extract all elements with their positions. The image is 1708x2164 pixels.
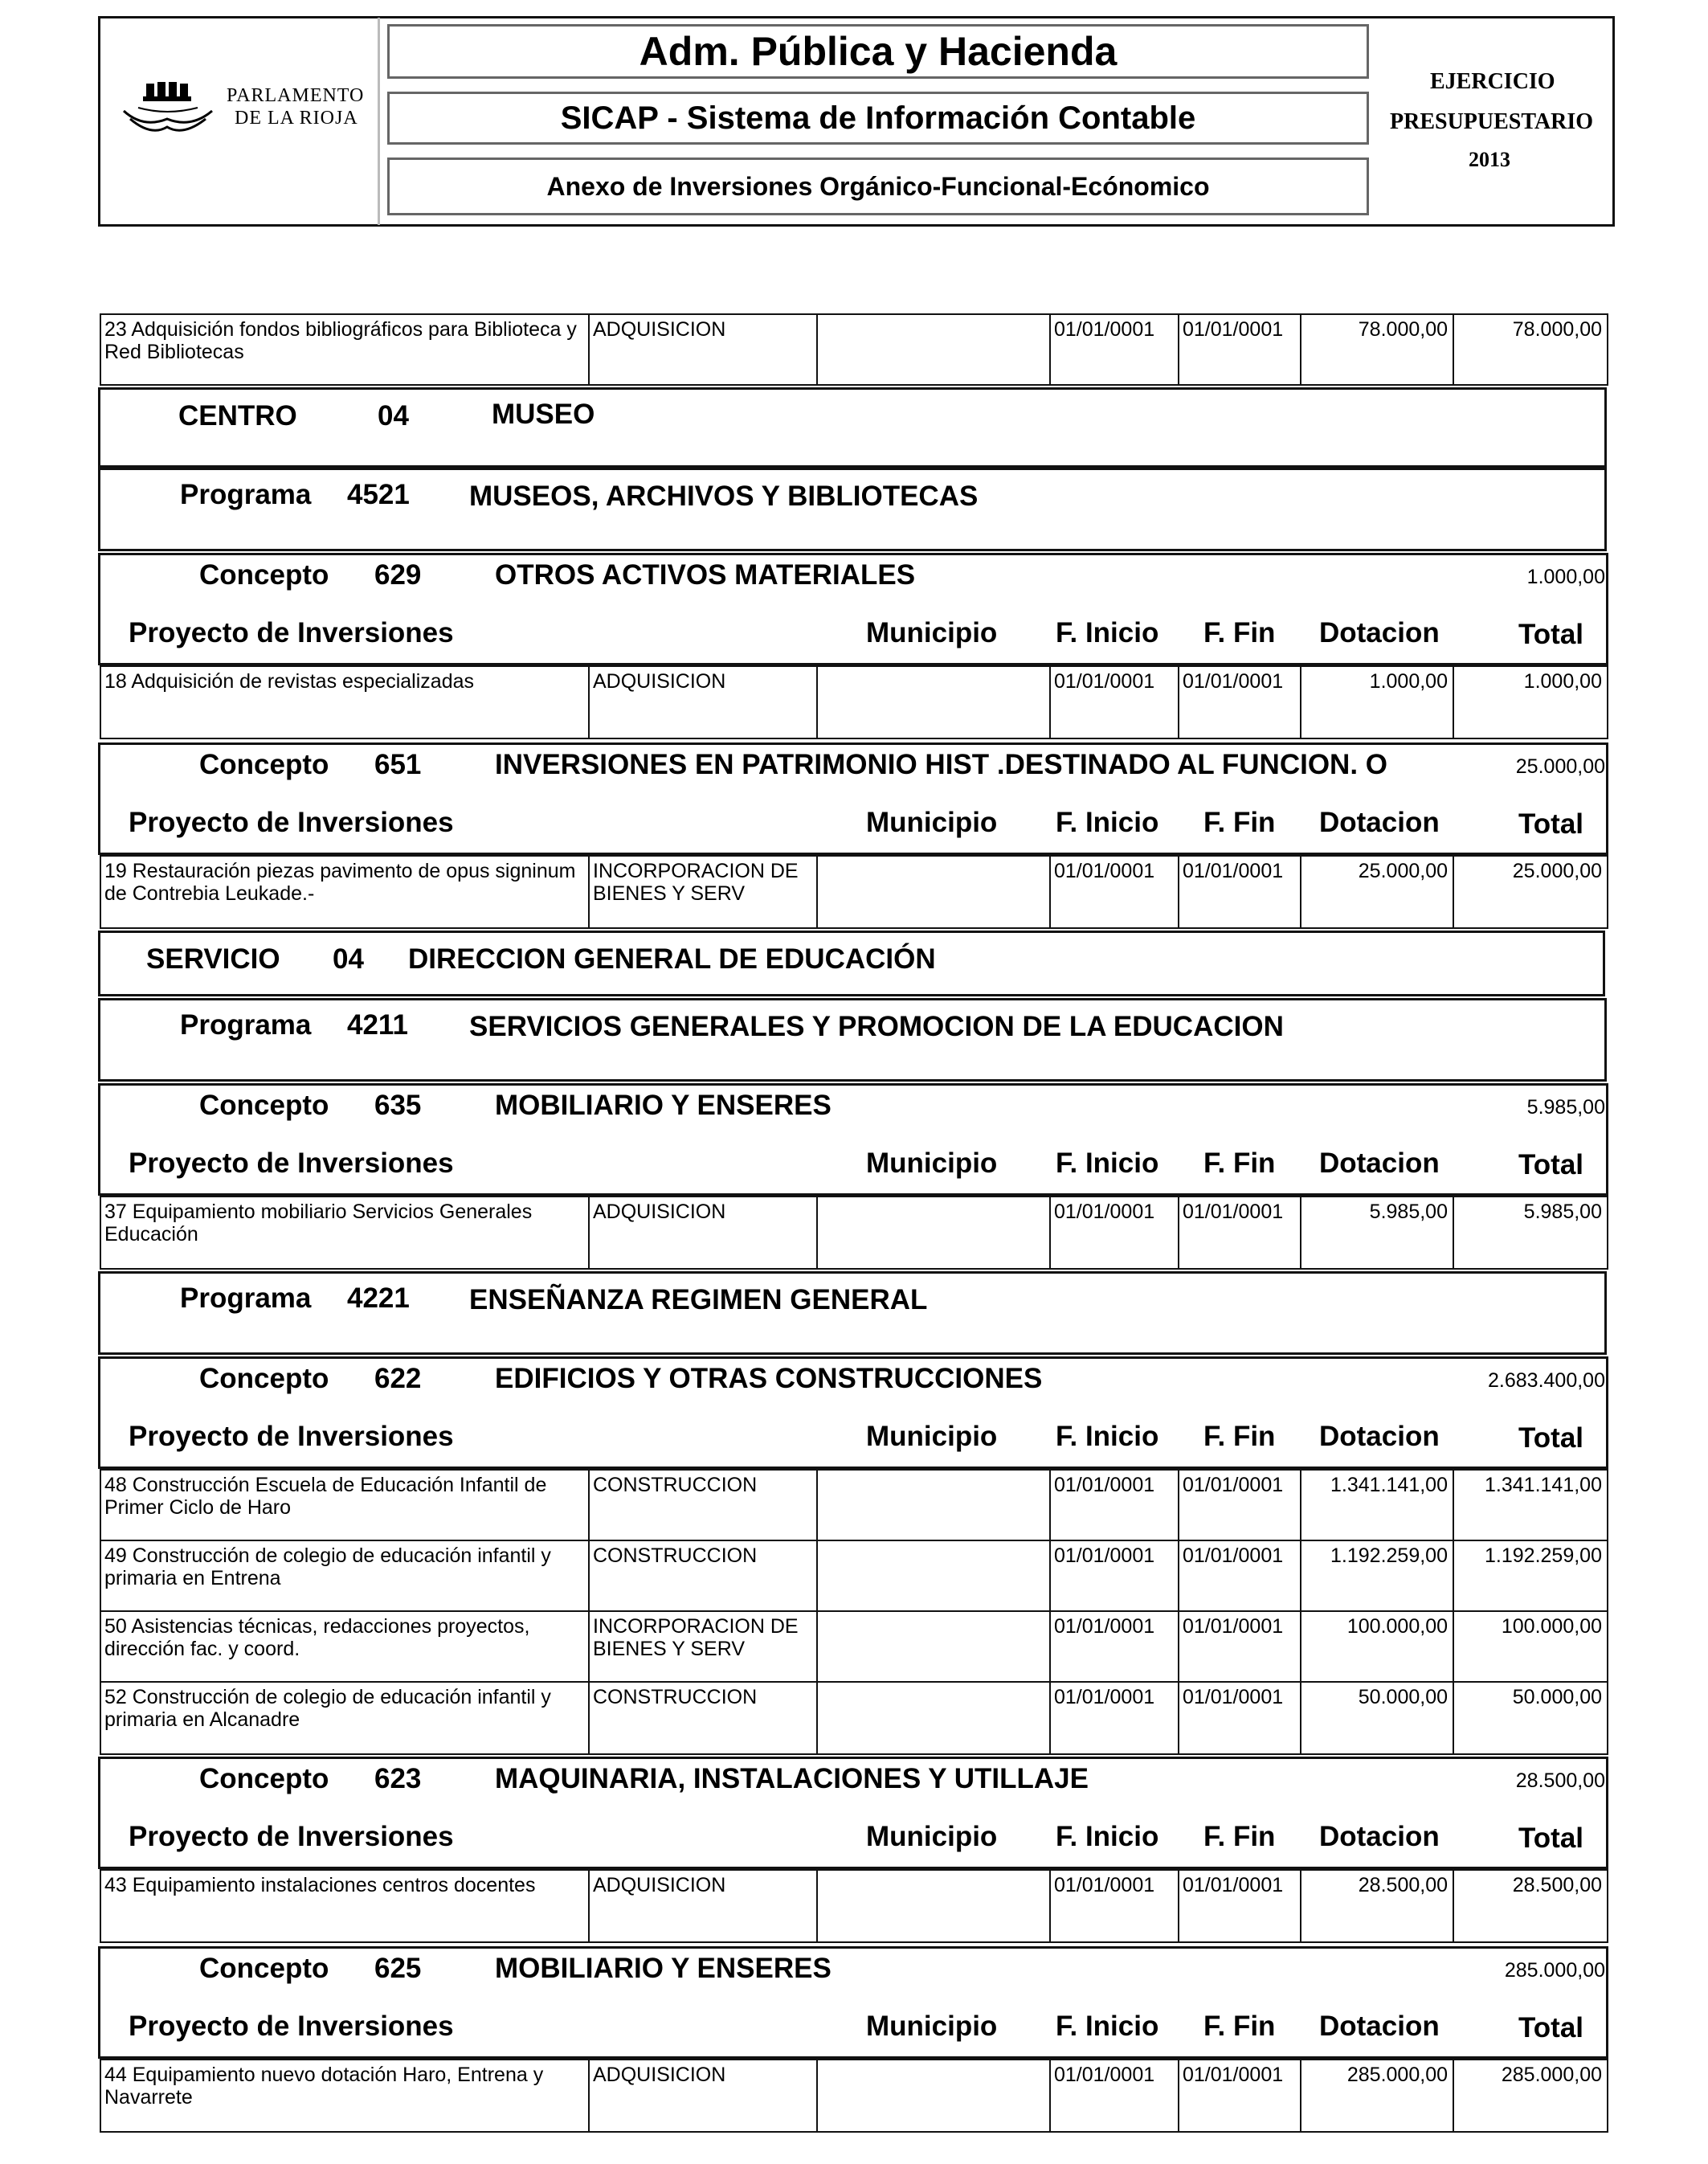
concepto-name: OTROS ACTIVOS MATERIALES bbox=[495, 559, 916, 591]
concepto-label: Concepto bbox=[199, 1953, 329, 1984]
header-title bbox=[387, 24, 1369, 79]
col-municipio: Municipio bbox=[866, 1421, 998, 1452]
row-dotacion: 25.000,00 bbox=[1300, 857, 1453, 927]
concepto-label: Concepto bbox=[199, 559, 329, 591]
concepto-total: 285.000,00 bbox=[1504, 1959, 1605, 1982]
row-total: 1.341.141,00 bbox=[1453, 1471, 1607, 1540]
row-type: ADQUISICION bbox=[588, 1871, 816, 1941]
row-dotacion: 1.000,00 bbox=[1300, 667, 1453, 738]
table-row bbox=[100, 2059, 1608, 2133]
concepto-name: EDIFICIOS Y OTRAS CONSTRUCCIONES bbox=[495, 1363, 1043, 1394]
row-inicio: 01/01/0001 bbox=[1049, 2060, 1178, 2131]
programa-label: Programa bbox=[180, 479, 312, 510]
header-report-text: Anexo de Inversiones Orgánico-Funcional-Ecónomico bbox=[546, 172, 1210, 201]
row-municipio bbox=[816, 1612, 1049, 1681]
concepto-code: 629 bbox=[374, 559, 422, 591]
header-title-text: Adm. Pública y Hacienda bbox=[639, 29, 1118, 74]
col-total: Total bbox=[1518, 1149, 1584, 1180]
col-inicio: F. Inicio bbox=[1056, 617, 1159, 648]
centro-name: MUSEO bbox=[492, 399, 595, 430]
concepto-name: MOBILIARIO Y ENSERES bbox=[495, 1953, 832, 1984]
row-fin: 01/01/0001 bbox=[1178, 1197, 1300, 1268]
logo-text-line2: DE LA RIOJA bbox=[235, 108, 358, 129]
row-description: 52 Construcción de colegio de educación infantil y primaria en Alcanadre bbox=[104, 1686, 551, 1731]
row-type: CONSTRUCCION bbox=[588, 1471, 816, 1540]
centro-code: 04 bbox=[378, 400, 409, 432]
row-total: 25.000,00 bbox=[1453, 857, 1607, 927]
programa-name: ENSEÑANZA REGIMEN GENERAL bbox=[469, 1284, 928, 1315]
table-row bbox=[100, 1869, 1608, 1943]
row-inicio: 01/01/0001 bbox=[1049, 1197, 1178, 1268]
concepto-label: Concepto bbox=[199, 1090, 329, 1121]
row-fin: 01/01/0001 bbox=[1178, 667, 1300, 738]
table-row bbox=[100, 313, 1608, 386]
table-row bbox=[100, 1681, 1608, 1755]
row-municipio bbox=[816, 1541, 1049, 1610]
concepto-name: MAQUINARIA, INSTALACIONES Y UTILLAJE bbox=[495, 1763, 1089, 1794]
col-proyecto: Proyecto de Inversiones bbox=[129, 617, 454, 648]
row-description: 37 Equipamiento mobiliario Servicios Generales Educación bbox=[104, 1201, 533, 1246]
row-dotacion: 78.000,00 bbox=[1300, 315, 1453, 384]
row-municipio bbox=[816, 857, 1049, 927]
row-fin: 01/01/0001 bbox=[1178, 2060, 1300, 2131]
col-proyecto: Proyecto de Inversiones bbox=[129, 2011, 454, 2042]
concepto-total: 2.683.400,00 bbox=[1488, 1369, 1605, 1392]
row-total: 1.192.259,00 bbox=[1453, 1541, 1607, 1610]
concepto-total: 5.985,00 bbox=[1526, 1096, 1605, 1119]
table-row bbox=[100, 1610, 1608, 1683]
row-description: 23 Adquisición fondos bibliográficos para Biblioteca y Red Bibliotecas bbox=[104, 318, 577, 363]
row-dotacion: 50.000,00 bbox=[1300, 1683, 1453, 1753]
centro-label: CENTRO bbox=[178, 400, 297, 432]
row-total: 5.985,00 bbox=[1453, 1197, 1607, 1268]
col-fin: F. Fin bbox=[1203, 617, 1276, 648]
concepto-total: 28.500,00 bbox=[1515, 1769, 1605, 1792]
row-inicio: 01/01/0001 bbox=[1049, 1541, 1178, 1610]
col-inicio: F. Inicio bbox=[1056, 807, 1159, 838]
col-fin: F. Fin bbox=[1203, 2011, 1276, 2042]
col-municipio: Municipio bbox=[866, 617, 998, 648]
col-total: Total bbox=[1518, 1822, 1584, 1854]
col-total: Total bbox=[1518, 808, 1584, 840]
row-description: 50 Asistencias técnicas, redacciones proyectos, dirección fac. y coord. bbox=[104, 1615, 530, 1660]
col-municipio: Municipio bbox=[866, 1821, 998, 1852]
col-dotacion: Dotacion bbox=[1319, 1821, 1440, 1852]
row-inicio: 01/01/0001 bbox=[1049, 857, 1178, 927]
row-municipio bbox=[816, 667, 1049, 738]
row-inicio: 01/01/0001 bbox=[1049, 1871, 1178, 1941]
row-type: CONSTRUCCION bbox=[588, 1541, 816, 1610]
row-fin: 01/01/0001 bbox=[1178, 1683, 1300, 1753]
row-municipio bbox=[816, 2060, 1049, 2131]
col-fin: F. Fin bbox=[1203, 807, 1276, 838]
row-type: ADQUISICION bbox=[588, 315, 816, 384]
row-description: 18 Adquisición de revistas especializadas bbox=[104, 670, 474, 693]
row-total: 100.000,00 bbox=[1453, 1612, 1607, 1681]
row-dotacion: 5.985,00 bbox=[1300, 1197, 1453, 1268]
row-inicio: 01/01/0001 bbox=[1049, 1683, 1178, 1753]
row-total: 78.000,00 bbox=[1453, 315, 1607, 384]
col-inicio: F. Inicio bbox=[1056, 2011, 1159, 2042]
row-type: CONSTRUCCION bbox=[588, 1683, 816, 1753]
row-description: 43 Equipamiento instalaciones centros docentes bbox=[104, 1874, 536, 1896]
row-municipio bbox=[816, 1871, 1049, 1941]
row-dotacion: 1.341.141,00 bbox=[1300, 1471, 1453, 1540]
row-inicio: 01/01/0001 bbox=[1049, 1471, 1178, 1540]
concepto-label: Concepto bbox=[199, 749, 329, 780]
parliament-logo bbox=[119, 79, 217, 143]
programa-label: Programa bbox=[180, 1282, 312, 1314]
col-proyecto: Proyecto de Inversiones bbox=[129, 1821, 454, 1852]
row-municipio bbox=[816, 1471, 1049, 1540]
centro-section bbox=[98, 387, 1607, 468]
col-municipio: Municipio bbox=[866, 2011, 998, 2042]
concepto-name: INVERSIONES EN PATRIMONIO HIST .DESTINADO AL FUNCION. O bbox=[495, 749, 1387, 780]
header-subtitle bbox=[387, 92, 1369, 145]
table-row bbox=[100, 1196, 1608, 1270]
row-fin: 01/01/0001 bbox=[1178, 315, 1300, 384]
concepto-code: 622 bbox=[374, 1363, 422, 1394]
programa-code: 4521 bbox=[347, 479, 410, 510]
row-inicio: 01/01/0001 bbox=[1049, 1612, 1178, 1681]
row-type: ADQUISICION bbox=[588, 2060, 816, 2131]
row-type: INCORPORACION DE BIENES Y SERV bbox=[588, 857, 816, 927]
table-row bbox=[100, 1469, 1608, 1541]
programa-code: 4211 bbox=[347, 1009, 408, 1041]
row-inicio: 01/01/0001 bbox=[1049, 315, 1178, 384]
col-total: Total bbox=[1518, 2012, 1584, 2043]
row-total: 285.000,00 bbox=[1453, 2060, 1607, 2131]
servicio-name: DIRECCION GENERAL DE EDUCACIÓN bbox=[408, 943, 936, 975]
row-municipio bbox=[816, 1683, 1049, 1753]
col-inicio: F. Inicio bbox=[1056, 1421, 1159, 1452]
row-fin: 01/01/0001 bbox=[1178, 857, 1300, 927]
programa-code: 4221 bbox=[347, 1282, 410, 1314]
concepto-code: 623 bbox=[374, 1763, 422, 1794]
col-dotacion: Dotacion bbox=[1319, 1147, 1440, 1179]
concepto-label: Concepto bbox=[199, 1363, 329, 1394]
concepto-code: 635 bbox=[374, 1090, 422, 1121]
row-type: ADQUISICION bbox=[588, 1197, 816, 1268]
col-total: Total bbox=[1518, 1422, 1584, 1454]
fiscal-year: 2013 bbox=[1469, 148, 1510, 171]
col-proyecto: Proyecto de Inversiones bbox=[129, 1147, 454, 1179]
servicio-code: 04 bbox=[333, 943, 364, 975]
table-row bbox=[100, 1540, 1608, 1612]
col-dotacion: Dotacion bbox=[1319, 617, 1440, 648]
col-proyecto: Proyecto de Inversiones bbox=[129, 807, 454, 838]
col-fin: F. Fin bbox=[1203, 1421, 1276, 1452]
col-inicio: F. Inicio bbox=[1056, 1821, 1159, 1852]
col-dotacion: Dotacion bbox=[1319, 1421, 1440, 1452]
servicio-label: SERVICIO bbox=[146, 943, 280, 975]
row-description: 44 Equipamiento nuevo dotación Haro, Entrena y Navarrete bbox=[104, 2064, 544, 2109]
table-row bbox=[100, 855, 1608, 929]
programa-name: MUSEOS, ARCHIVOS Y BIBLIOTECAS bbox=[469, 481, 979, 512]
row-fin: 01/01/0001 bbox=[1178, 1871, 1300, 1941]
col-dotacion: Dotacion bbox=[1319, 807, 1440, 838]
presupuestario-label: PRESUPUESTARIO bbox=[1390, 109, 1594, 134]
row-dotacion: 285.000,00 bbox=[1300, 2060, 1453, 2131]
col-proyecto: Proyecto de Inversiones bbox=[129, 1421, 454, 1452]
col-fin: F. Fin bbox=[1203, 1147, 1276, 1179]
programa-label: Programa bbox=[180, 1009, 312, 1041]
row-fin: 01/01/0001 bbox=[1178, 1471, 1300, 1540]
concepto-code: 625 bbox=[374, 1953, 422, 1984]
row-description: 19 Restauración piezas pavimento de opus signinum de Contrebia Leukade.- bbox=[104, 860, 576, 905]
concepto-total: 1.000,00 bbox=[1526, 566, 1605, 588]
row-total: 1.000,00 bbox=[1453, 667, 1607, 738]
concepto-total: 25.000,00 bbox=[1515, 755, 1605, 778]
row-municipio bbox=[816, 1197, 1049, 1268]
row-municipio bbox=[816, 315, 1049, 384]
col-inicio: F. Inicio bbox=[1056, 1147, 1159, 1179]
concepto-code: 651 bbox=[374, 749, 422, 780]
col-dotacion: Dotacion bbox=[1319, 2011, 1440, 2042]
concepto-label: Concepto bbox=[199, 1763, 329, 1794]
logo-text-line1: PARLAMENTO bbox=[227, 85, 365, 106]
row-dotacion: 1.192.259,00 bbox=[1300, 1541, 1453, 1610]
row-description: 49 Construcción de colegio de educación infantil y primaria en Entrena bbox=[104, 1544, 551, 1589]
row-total: 28.500,00 bbox=[1453, 1871, 1607, 1941]
row-total: 50.000,00 bbox=[1453, 1683, 1607, 1753]
row-type: INCORPORACION DE BIENES Y SERV bbox=[588, 1612, 816, 1681]
row-dotacion: 100.000,00 bbox=[1300, 1612, 1453, 1681]
col-total: Total bbox=[1518, 619, 1584, 650]
ejercicio-label: EJERCICIO bbox=[1430, 69, 1555, 94]
row-description: 48 Construcción Escuela de Educación Infantil de Primer Ciclo de Haro bbox=[104, 1474, 547, 1519]
row-type: ADQUISICION bbox=[588, 667, 816, 738]
header-report bbox=[387, 157, 1369, 215]
header-subtitle-text: SICAP - Sistema de Información Contable bbox=[560, 100, 1196, 136]
col-municipio: Municipio bbox=[866, 807, 998, 838]
programa-name: SERVICIOS GENERALES Y PROMOCION DE LA EDUCACION bbox=[469, 1011, 1284, 1042]
col-fin: F. Fin bbox=[1203, 1821, 1276, 1852]
row-inicio: 01/01/0001 bbox=[1049, 667, 1178, 738]
table-row bbox=[100, 665, 1608, 739]
row-fin: 01/01/0001 bbox=[1178, 1612, 1300, 1681]
row-fin: 01/01/0001 bbox=[1178, 1541, 1300, 1610]
row-dotacion: 28.500,00 bbox=[1300, 1871, 1453, 1941]
header-separator bbox=[378, 18, 380, 225]
col-municipio: Municipio bbox=[866, 1147, 998, 1179]
concepto-name: MOBILIARIO Y ENSERES bbox=[495, 1090, 832, 1121]
